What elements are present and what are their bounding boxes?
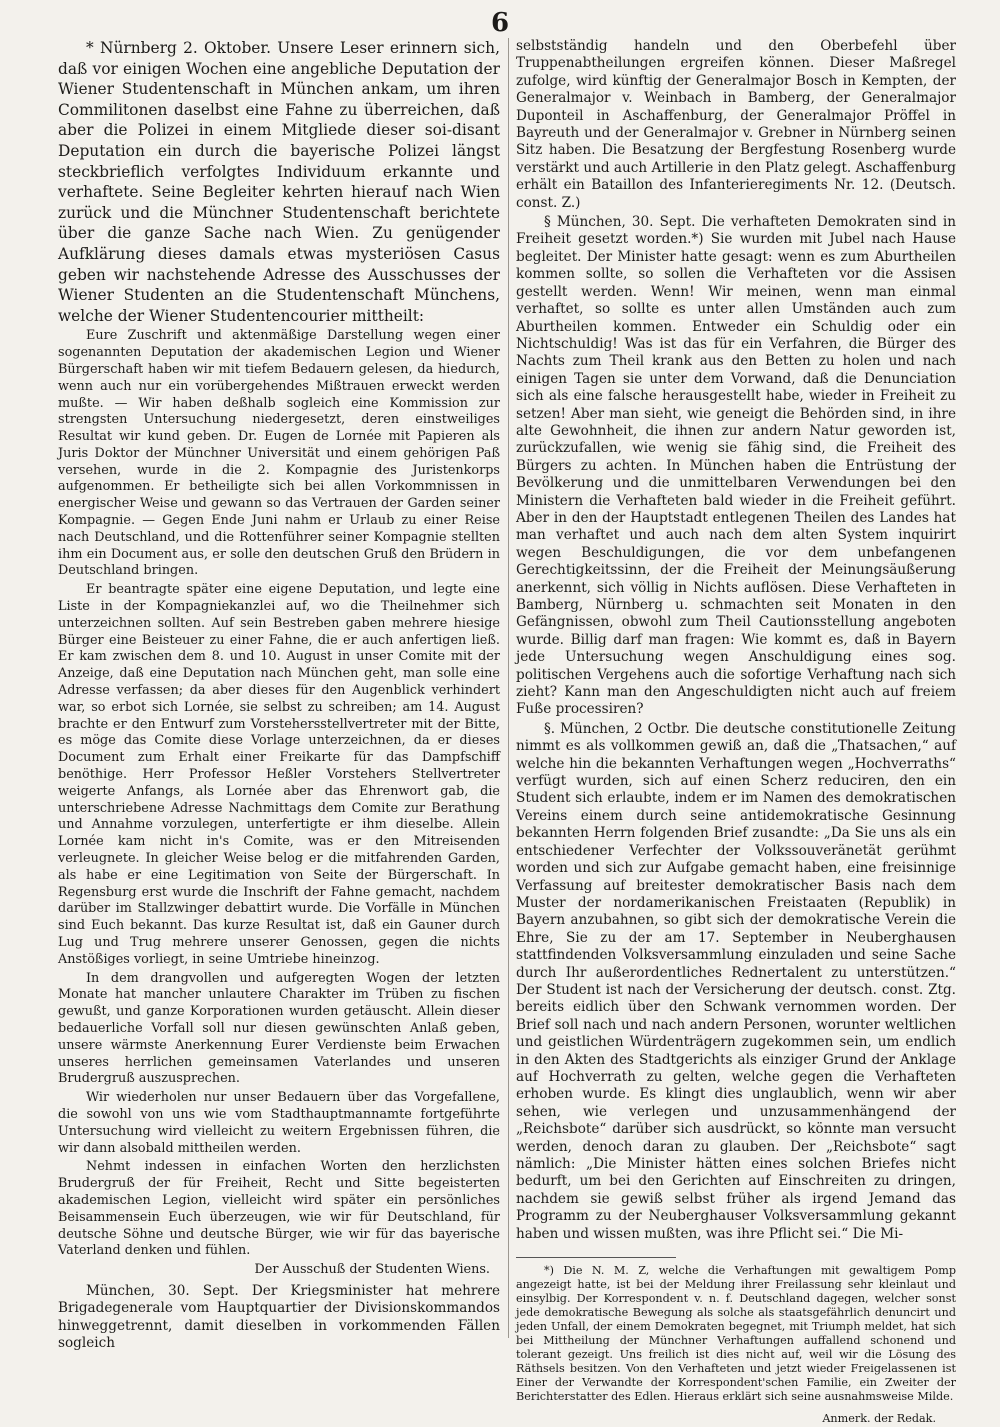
article-nuernberg: * Nürnberg 2. Oktober. Unsere Leser erinnern sich, daß vor einigen Wochen eine angebliche Deputation der Wiener Studentenschaft in München ankam, um ihren Commilitonen daselbst eine Fahne zu überreichen, daß aber die Polizei in einem Mitgliede dieser soi-disant Deputation ein durch die bayerische Polizei längst steckbrieflich verfolgtes Individuum erkannte und verhaftete. Seine Begleiter kehrten hierauf nach Wien zurück und die Münchner Studentenschaft berichtete über die ganze Sache nach Wien. Zu genügender Aufklärung dieses damals etwas mysteriösen Casus geben wir nachstehende Adresse des Ausschusses der Wiener Studenten an die Studentenschaft Münchens, welche der Wiener Studentencourier mittheilt: — [58, 39, 500, 325]
continued-article: selbstständig handeln und den Oberbefehl über Truppenabtheilungen ergreifen können. Dieser Maßregel zufolge, wird künftig der Generalmajor Bosch in Kempten, der Generalmajor v. Weinbach in Bamberg, der Generalmajor Duponteil in Aschaffenburg, der Generalmajor Pröffel in Bayreuth und der Generalmajor v. Grebner in Nürnberg seinen Sitz haben. Die Besatzung der Bergfestung Rosenberg wurde verstärkt und auch Artillerie in den Platz gelegt. Aschaffenburg erhält ein Bataillon des Infanterieregiments Nr. 12. (Deutsch. const. Z.) — [516, 38, 956, 211]
address-paragraph: Nehmt indessen in einfachen Worten den herzlichsten Brudergruß der für Freiheit, Recht und Sitte begeisterten akademischen Legion, vielleicht wird später ein persönliches Beisammensein Euch überzeugen, wie wir für Deutschland, für deutsche Söhne und deutsche Bürger, wie wir für das bayerische Vaterland denken und fühlen. — [58, 1159, 500, 1259]
student-address — [58, 328, 500, 1279]
article-muenchen-30-sept: München, 30. Sept. Der Kriegsminister hat mehrere Brigadegenerale vom Hauptquartier der Divisionskommandos hinweggetrennt, damit dieselben in vorkommenden Fällen sogleich — [58, 1282, 500, 1352]
page-number: 6 — [490, 8, 510, 38]
address-paragraph: Eure Zuschrift und aktenmäßige Darstellung wegen einer sogenannten Deputation der akademischen Legion und Wiener Bürgerschaft haben wir mit tiefem Bedauern gelesen, da hiedurch, wenn auch nur ein vorübergehendes Mißtrauen erweckt werden mußte. — Wir haben deßhalb sogleich eine Kommission zur strengsten Untersuchung niedergesetzt, deren einstweiliges Resultat wir kund geben. Dr. Eugen de Lornée mit Papieren als Juris Doktor der Münchner Universität und einem gehörigen Paß versehen, wurde in die 2. Kompagnie des Juristenkorps aufgenommen. Er betheiligte sich bei allen Vorkommnissen in energischer Weise und gewann so das Vertrauen der Garden seiner Kompagnie. — Gegen Ende Juni nahm er Urlaub zu einer Reise nach Deutschland, und die Rottenführer seiner Kompagnie stellten ihm ein Document aus, er solle den deutschen Gruß den Brüdern in Deutschland bringen. — [58, 328, 500, 579]
address-paragraph: In dem drangvollen und aufgeregten Wogen der letzten Monate hat mancher unlautere Charakter im Trüben zu fischen gewußt, und ganze Korporationen wurden getäuscht. Allein dieser bedauerliche Vorfall soll nur diesen gewünschten Anlaß geben, unsere wärmste Anerkennung Eurer Verdienste beim Erwachen unseres herrlichen gemeinsamen Vaterlandes und unseren Brudergruß auszusprechen. — [58, 970, 500, 1087]
footnote-rule — [516, 1257, 676, 1258]
column-divider — [508, 38, 509, 1338]
address-paragraph: Er beantragte später eine eigene Deputation, und legte eine Liste in der Kompagniekanzlei auf, wo die Theilnehmer sich unterzeichnen sollten. Auf sein Bestreben gaben mehrere hiesige Bürger eine Beisteuer zu einer Fahne, die er auch anfertigen ließ. Er kam zwischen dem 8. und 10. August in unser Comite mit der Anzeige, daß eine Deputation nach München geht, man solle eine Adresse verfassen; da aber dieses für den Augenblick verhindert war, so erbot sich Lornée, sie selbst zu schreiben; am 14. August brachte er den Entwurf zum Vorstehersstellvertreter mit der Bitte, es möge das Comite diese Vorlage unterzeichnen, da er dieses Document zum Erhalt einer Freikarte für das Dampfschiff benöthige. Herr Professor Heßler Vorstehers Stellvertreter weigerte Anfangs, als Lornée aber das Ehrenwort gab, die unterschriebene Adresse Nachmittags dem Comite zur Berathung und Annahme vorzulegen, unterfertigte er ihm dieselbe. Allein Lornée kam nicht in's Comite, was er den Mitreisenden verleugnete. In gleicher Weise belog er die mitfahrenden Garden, als habe er eine Legitimation von Seite der Bürgerschaft. In Regensburg erst wurde die Inschrift der Fahne gemacht, nachdem darüber im Stallzwinger debattirt wurde. Die Vorfälle in München sind Euch bekannt. Das kurze Resultat ist, daß ein Gauner durch Lug und Trug mehrere unserer Genossen, gegen die nichts Anstößiges vorliegt, in seine Umtriebe hineinzog. — [58, 582, 500, 967]
article-muenchen-oct: §. München, 2 Octbr. Die deutsche constitutionelle Zeitung nimmt es als vollkommen gewiß an, daß die „Thatsachen,“ auf welche hin die bekannten Verhaftungen wegen „Hochverraths“ verfügt wurden, sich auf einen Scherz reduciren, den ein Student sich erlaubte, indem er im Namen des demokratischen Vereins einem durch seine antidemokratische Gesinnung bekannten Herrn folgenden Brief zusandte: „Da Sie uns als ein entschiedener Verfechter der Volkssouveränetät gerühmt worden und sich zur Aufgabe gemacht haben, eine freisinnige Verfassung auf breitester demokratischer Basis nach dem Muster der nordamerikanischen Freistaaten (Republik) in Bayern anzubahnen, so gibt sich der demokratische Verein die Ehre, Sie zu der am 17. September in Neuberghausen stattfindenden Volksversammlung einzuladen und seine Sache durch Ihr außerordentliches Rednertalent zu unterstützen.“ Der Student ist nach der Versicherung der deutsch. const. Ztg. bereits eidlich über den Schwank vernommen worden. Der Brief soll nach und nach andern Personen, worunter weltlichen und geistlichen Würdenträgern zugekommen sein, um endlich in den Akten des Stadtgerichts als einziger Grund der Anklage auf Hochverrath zu gelten, welche gegen die Verhafteten erhoben wurde. Es klingt dies unglaublich, wenn wir aber sehen, wie verlegen und unzusammenhängend der „Reichsbote“ darüber sich ausdrückt, so könnte man versucht werden, denoch daran zu glauben. Der „Reichsbote“ sagt nämlich: „Die Minister hätten eines solchen Briefes nicht bedurft, um bei den Gerichten auf Einschreiten zu dringen, nachdem sie gewiß selbst früher als irgend Jemand das Programm zu der Neuberghauser Volksversammlung gekannt haben und wissen mußten, was ihre Pflicht sei.“ Die Mi- — [516, 720, 956, 1242]
right-column — [516, 38, 956, 1427]
left-column — [58, 38, 500, 1355]
address-signature: Der Ausschuß der Studenten Wiens. — [254, 1262, 490, 1278]
article-muenchen-sept: § München, 30. Sept. Die verhafteten Demokraten sind in Freiheit gesetzt worden.*) Sie wurden mit Jubel nach Hause begleitet. Der Minister hatte gesagt: wenn es zum Aburtheilen kommen sollte, so sollen die Verhafteten vor die Assisen gestellt werden. Wenn! Wir meinen, wenn man einmal verhaftet, so sollte es unter allen Umständen auch zum Aburtheilen kommen. Entweder ein Schuldig oder ein Nichtschuldig! Was ist das für ein Verfahren, die Bürger des Nachts zum Theil krank aus den Betten zu holen und nach einigen Tagen sie unter dem Vorwand, daß die Denunciation sich als eine falsche herausgestellt habe, wieder in Freiheit zu setzen! Aber man sieht, wie geneigt die Behörden sind, in ihre alte Gewohnheit, die ihnen zur andern Natur geworden ist, zurückzufallen, wie wenig sie fähig sind, die Freiheit des Bürgers zu achten. In München haben die Entrüstung der Bevölkerung und die unmittelbaren Verwendungen bei den Ministern die Verhafteten bald wieder in die Freiheit geführt. Aber in den der Hauptstadt entlegenen Theilen des Landes hat man verhaftet und auch nach dem alten System inquirirt wegen Beschuldigungen, die vor dem unbefangenen Gerechtigkeitssinn, der die Freiheit der Meinungsäußerung anerkennt, sich völlig in Nichts auflösen. Diese Verhafteten in Bamberg, Nürnberg u. schmachten seit Monaten in den Gefängnissen, obwohl zum Theil Cautionsstellung angeboten wurde. Billig darf man fragen: Wie kommt es, daß in Bayern jede Untersuchung wegen Anschuldigung eines sog. politischen Vergehens auch die sofortige Verhaftung nach sich zieht? Kann man den Angeschuldigten nicht auch auf freiem Fuße processiren? — [516, 214, 956, 718]
footnote: *) Die N. M. Z, welche die Verhaftungen mit gewaltigem Pomp angezeigt hatte, ist bei der Meldung ihrer Freilassung sehr kleinlaut und einsylbig. Der Korrespondent v. n. f. Deutschland dagegen, welcher sonst jede demokratische Bewegung als solche als staatsgefährlich denuncirt und jeden Unfall, der einem Demokraten begegnet, mit Triumph meldet, hat sich bei Mittheilung der Münchner Verhaftungen auffallend schonend und tolerant gezeigt. Uns freilich ist dies nicht auf, weil wir die Lösung des Räthsels besitzen. Von den Verhafteten und jetzt wieder Freigelassenen ist Einer der Verwandte der Korrespondent'schen Familie, ein Zweiter der Berichterstatter des Edlen. Hieraus erklärt sich seine ausnahmsweise Milde. — [516, 1264, 956, 1404]
footnote-signature: Anmerk. der Redak. — [822, 1412, 936, 1426]
address-paragraph: Wir wiederholen nur unser Bedauern über das Vorgefallene, die sowohl von uns wie vom Stadthauptmannamte fortgeführte Untersuchung wird vielleicht zu weitern Ergebnissen führen, die wir dann alsobald mittheilen werden. — [58, 1090, 500, 1156]
